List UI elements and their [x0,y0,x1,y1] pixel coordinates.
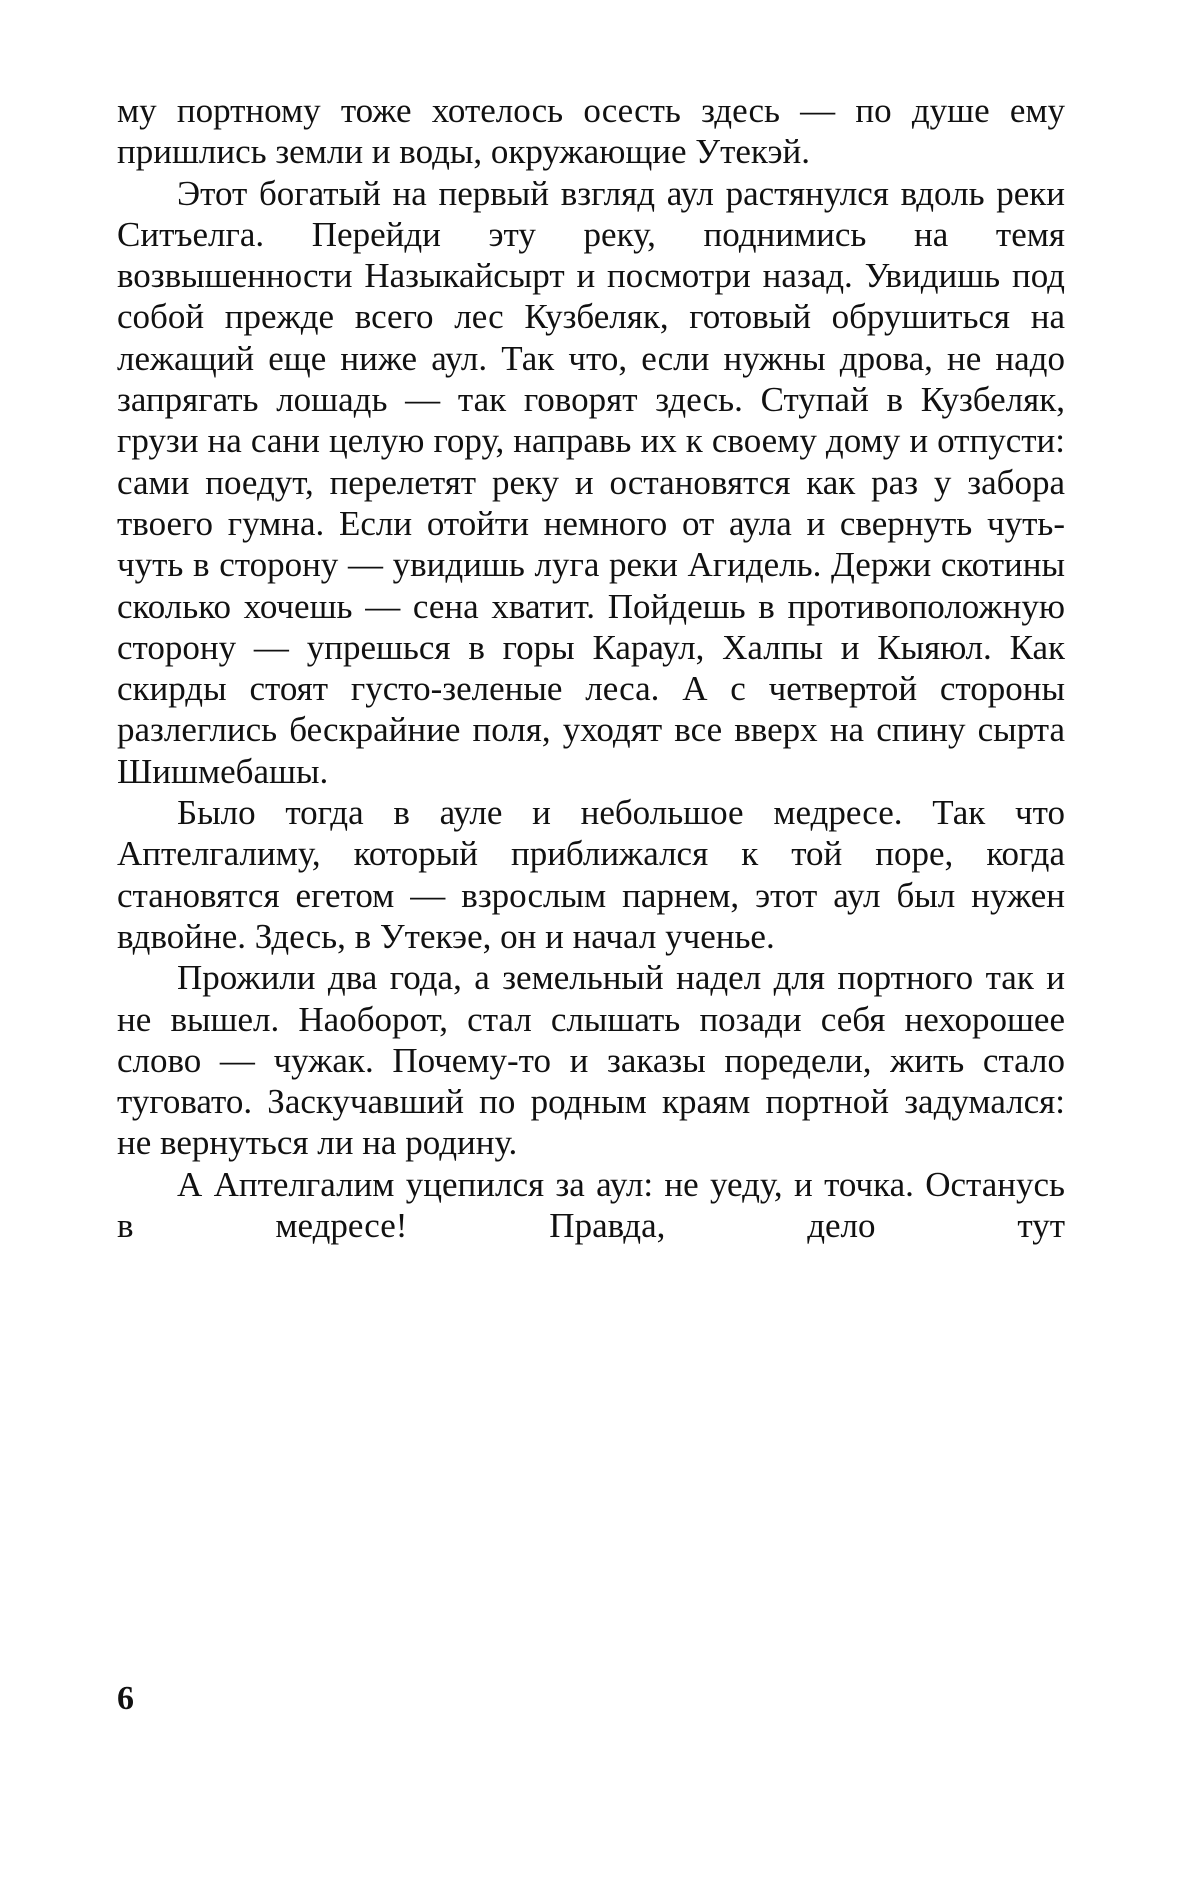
page-number: 6 [117,1680,134,1717]
paragraph-medrese: Было тогда в ауле и небольшое медресе. Так что Аптелгалиму, который приближался к той поре, когда становятся егетом — взрослым парнем, этот аул был нужен вдвойне. Здесь, в Утекэе, он и начал ученье. [117,793,1065,956]
paragraph-continuation: му портному тоже хотелось осесть здесь — по душе ему пришлись земли и воды, окружающие Утекэй. [117,91,1065,172]
paragraph-two-years: Прожили два года, а земельный надел для портного так и не вышел. Наоборот, стал слышать позади себя нехорошее слово — чужак. Почему-то и заказы поредели, жить стало туговато. Заскучавший по родным краям портной задумался: не вернуться ли на родину. [117,958,1065,1163]
paragraph-aptelgalim: А Аптелгалим уцепился за аул: не уеду, и точка. Останусь в медресе! Правда, дело тут [117,1164,1065,1246]
paragraph-village-description: Этот богатый на первый взгляд аул растянулся вдоль реки Ситъелга. Перейди эту реку, поднимись на темя возвышенности Назыкайсырт и посмотри назад. Увидишь под собой прежде всего лес Кузбеляк, готовый обрушиться на лежащий еще ниже аул. Так что, если нужны дрова, не надо запрягать лошадь — так говорят здесь. Ступай в Кузбеляк, грузи на сани целую гору, направь их к своему дому и отпусти: сами поедут, перелетят реку и остановятся как раз у забора твоего гумна. Если отойти немного от аула и свернуть чуть-чуть в сторону — увидишь луга реки Агидель. Держи скотины сколько хочешь — сена хватит. Пойдешь в противоположную сторону — упрешься в горы Караул, Халпы и Кыяюл. Как скирды стоят густо-зеленые леса. А с четвертой стороны разлеглись бескрайние поля, уходят все вверх на спину сырта Шишмебашы. [117,173,1065,791]
body-text [117,90,1065,1246]
